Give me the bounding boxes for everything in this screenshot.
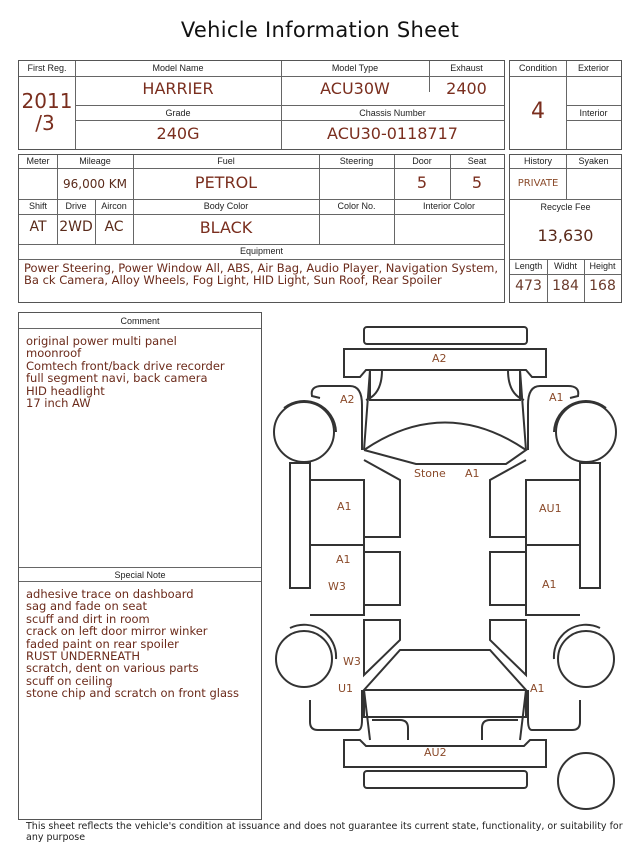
body-color-value: BLACK [199,218,253,237]
special-note-line: RUST UNDERNEATH [26,649,141,664]
seat-value: 5 [471,173,483,192]
damage-left-rear-quarter-u: U1 [338,682,354,695]
model-name-label: Model Name [152,63,204,73]
chassis-label: Chassis Number [359,108,426,118]
right-rear-wheel [558,631,614,687]
comment-line: moonroof [26,346,82,361]
body-outline [364,370,526,450]
comment-line: 17 inch AW [26,396,91,411]
comment-line: full segment navi, back camera [26,371,208,386]
syaken-label: Syaken [578,156,609,166]
fuel-value: PETROL [194,173,258,192]
special-note-label: Special Note [114,570,166,580]
model-name-value: HARRIER [142,79,214,98]
sheet-title: Vehicle Information Sheet [180,18,460,42]
right-rear-quarter [528,690,580,730]
left-rear-wheel [276,631,332,687]
fuel-label: Fuel [217,156,235,166]
seat-label: Seat [467,156,487,166]
comment-label: Comment [120,316,160,326]
steering-label: Steering [339,156,374,166]
comment-line: original power multi panel [26,334,177,348]
meter-label: Meter [26,156,50,166]
first-reg-year: 2011 [21,89,73,113]
aircon-label: Aircon [101,201,127,211]
first-reg-label: First Reg. [27,63,67,73]
door-value: 5 [416,173,428,192]
aircon-value: AC [104,219,124,235]
length-value: 473 [515,278,542,294]
shift-label: Shift [28,201,47,211]
right-front-window [490,460,526,537]
mileage-value: 96,000 KM [62,177,128,191]
special-note-line: sag and fade on seat [26,599,148,614]
special-note-line: crack on left door mirror winker [26,624,208,639]
disclaimer-footer: This sheet reflects the vehicle's condition at issuance and does not guarantee its current state, functionality, or suitability for any purpose [26,821,623,843]
damage-rear-bumper: AU2 [424,746,447,759]
body-color-label: Body Color [203,201,249,211]
spec-box [18,154,505,303]
drive-value: 2WD [59,219,93,235]
equipment-value: Power Steering, Power Window All, ABS, Air Bag, Audio Player, Navigation System, Ba ck Camera, Alloy Wheels, Fog Light, HID Light, Sun Roof, Rear Spoiler [24,261,499,288]
condition-label: Condition [518,63,558,73]
first-reg-month: /3 [35,111,55,135]
damage-front-right-fender: A1 [549,391,564,404]
color-no-label: Color No. [337,201,376,211]
trunk [364,690,526,717]
damage-front-left-fender: A2 [340,393,355,406]
mileage-label: Mileage [79,156,111,166]
height-label: Height [589,261,616,271]
side-box [509,154,622,303]
right-front-wheel [556,402,616,462]
model-type-value: ACU30W [320,79,390,98]
door-label: Door [412,156,432,166]
left-rear-quarter-window [364,620,400,675]
damage-left-rear-quarter-w: W3 [343,655,361,668]
drive-label: Drive [65,201,87,211]
interior-color-label: Interior Color [422,201,476,211]
history-label: History [523,156,552,166]
right-rear-quarter-window [490,620,526,675]
damage-windshield: A1 [465,467,480,480]
equipment-label: Equipment [239,246,284,256]
comment-line: HID headlight [26,383,105,398]
width-value: 184 [552,278,579,294]
grade-label: Grade [165,108,191,118]
grade-value: 240G [156,124,200,143]
spare-wheel [558,753,614,809]
tail-lights [372,720,518,740]
left-front-window [364,460,400,537]
special-note-line: adhesive trace on dashboard [26,587,194,601]
damage-front-bumper: A2 [432,352,447,365]
condition-value: 4 [531,99,545,124]
exhaust-value: 2400 [446,79,487,98]
damage-left-rear-door: W3 [328,580,346,593]
exhaust-label: Exhaust [450,63,483,73]
windshield-shape [364,423,526,465]
damage-right-rear-door: A1 [542,578,557,591]
special-note-line: scratch, dent on various parts [26,661,199,676]
length-label: Length [514,261,543,271]
left-sill [290,463,310,588]
height-value: 168 [589,278,616,294]
special-note-line: stone chip and scratch on front glass [26,686,239,701]
damage-left-front-door: A1 [337,500,352,513]
left-front-wheel [274,402,334,462]
notes-box [18,312,262,820]
special-note-line: scuff on ceiling [26,673,113,688]
chassis-value: ACU30-0118717 [327,124,458,143]
hood-shape [366,370,524,400]
rear-plate [364,771,527,788]
left-rear-wheel-arc [290,625,336,659]
recycle-fee-label: Recycle Fee [540,202,591,212]
special-note-line: scuff and dirt in room [26,611,150,626]
condition-box [509,60,622,150]
right-rear-window [490,552,526,605]
damage-windshield-stone: Stone [414,467,446,480]
comment-list [26,335,258,409]
rear-window [364,650,526,690]
width-label: Widht [553,261,577,271]
left-rear-window [364,552,400,605]
damage-right-front-door: AU1 [539,502,562,515]
shift-value: AT [29,219,47,235]
exterior-label: Exterior [577,63,609,73]
interior-label: Interior [579,108,608,118]
damage-left-rear-door-upper: A1 [336,553,351,566]
main-info-box [18,60,505,150]
front-grille [364,327,527,344]
tail-shape [364,690,526,740]
damage-right-rear-quarter: A1 [530,682,545,695]
comment-line: Comtech front/back drive recorder [26,358,225,373]
recycle-fee-value: 13,630 [537,226,594,245]
right-sill [580,463,600,588]
car-damage-diagram [270,320,640,820]
special-note-line: faded paint on rear spoiler [26,636,179,651]
left-rear-quarter [310,690,362,730]
right-rear-wheel-arc [554,625,600,659]
history-value: PRIVATE [517,178,559,189]
model-type-label: Model Type [331,63,379,73]
special-note-list [26,588,261,700]
